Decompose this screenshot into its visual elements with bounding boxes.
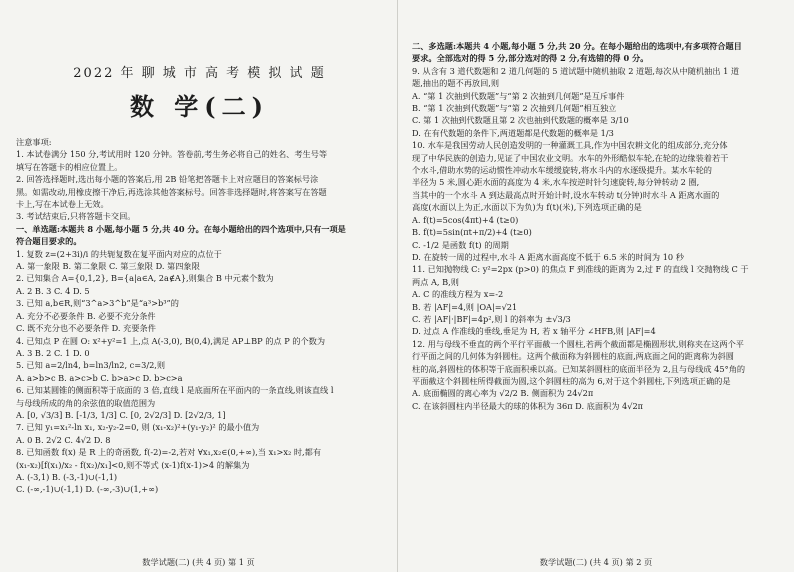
left-text-line: 一、单选题:本题共 8 小题,每小题 5 分,共 40 分。在每小题给出的四个选项中,只有一项是 [16,223,346,234]
right-text-line: C. 若 |AF|·|BF|=4p²,则 l 的斜率为 ±√3/3 [412,313,571,324]
right-text-line: 个水斗,借助水势的运动惯性冲动水车缓缓旋转,将水斗内的水逐级提升。某水车轮的 [412,165,712,176]
left-text-line: A. 3 B. 2 C. 1 D. 0 [16,347,90,358]
right-text-line: A. 底面椭圆的离心率为 √2/2 B. 侧面积为 24√2π [412,388,594,399]
right-text-line: 行平面之间的几何体为斜圆柱。这两个截面称为斜圆柱的底面,两底面之间的距离称为斜圆 [412,351,734,362]
left-text-line: 卡上,写在本试卷上无效。 [16,199,109,210]
left-text-line: 6. 已知某圆锥的侧面积等于底面的 3 倍,直线 l 是底面所在平面内的一条直线,则该直线 l [16,385,334,396]
left-text-line: 8. 已知函数 f(x) 是 R 上的奇函数, f(-2)=-2,若对 ∀x₁,x₂∈(0,+∞),当 x₁>x₂ 时,都有 [16,447,322,458]
left-text-line: 符合题目要求的。 [16,236,82,247]
left-text-line: 3. 已知 a,b∈R,则“3^a>3^b”是“a³>b³”的 [16,298,179,309]
left-text-line: 2. 已知集合 A={0,1,2}, B={a|a∈A, 2a∉A},则集合 B 中元素个数为 [16,273,274,284]
right-text-line: 二、多选题:本题共 4 小题,每小题 5 分,共 20 分。在每小题给出的选项中,有多项符合题目 [412,41,742,51]
right-text-line: 现了中华民族的创造力,见证了中国农业文明。水车的外形酷似车轮,在轮的边缘装着若干 [412,152,729,163]
left-text-line: 填写在答题卡的相应位置上。 [16,161,123,172]
exam-title: 2022 年 聊 城 市 高 考 模 拟 试 题 [73,66,326,81]
page-1-body [16,136,383,496]
right-text-line: 12. 用与母线不垂直的两个平行平面截一个圆柱,若两个截面都是椭圆形状,则称夹在这两个平 [412,338,744,349]
left-text-line: A. 0 B. 2√2 C. 4√2 D. 8 [16,434,111,445]
right-text-line: C. 第 1 次抽到代数题且第 2 次也抽到代数题的概率是 3/10 [412,115,629,126]
right-text-line: B. 若 |AF|=4,则 |OA|=√21 [412,301,518,312]
left-text-line: A. a>b>c B. a>c>b C. b>a>c D. b>c>a [16,372,183,383]
left-text-line: 1. 本试卷满分 150 分,考试用时 120 分钟。答卷前,考生务必将自己的姓名、考生号等 [16,149,328,160]
right-text-line: D. 过点 A 作准线的垂线,垂足为 H, 若 x 轴平分 ∠HFB,则 |AF|=4 [412,326,656,337]
right-text-line: B. f(t)=5sin(πt+π/2)+4 (t≥0) [412,227,532,238]
left-text-line: C. (-∞,-1)∪(-1,1) D. (-∞,-3)∪(1,+∞) [16,484,159,495]
right-text-line: A. “第 1 次抽到代数题”与“第 2 次抽到几何题”是互斥事件 [412,90,625,101]
exam-page-2 [397,0,794,572]
left-text-line: 与母线所成的角的余弦值的取值范围为 [16,397,156,408]
right-text-line: 柱的高,斜圆柱的体积等于底面积乘以高。已知某斜圆柱的底面半径为 2,且与母线成 45°角的 [412,363,746,374]
left-text-line: 2. 回答选择题时,选出每小题的答案后,用 2B 铅笔把答题卡上对应题目的答案标号涂 [16,174,319,185]
left-text-line: A. 充分不必要条件 B. 必要不充分条件 [16,310,156,321]
left-text-line: C. 既不充分也不必要条件 D. 充要条件 [16,323,156,334]
right-text-line: B. “第 1 次抽到代数题”与“第 2 次抽到几何题”相互独立 [412,103,617,114]
right-text-line: 当其中的一个水斗 A 到达最高点时开始计时,设水车转动 t(分钟)时水斗 A 距离水面的 [412,189,720,200]
left-text-line: 7. 已知 y₁=x₁²-ln x₁, x₂-y₂-2=0, 则 (x₁-x₂)²+(y₁-y₂)² 的最小值为 [16,422,260,433]
right-text-line: D. 在旋转一周的过程中,水斗 A 距离水面高度不低于 6.5 米的时间为 10 秒 [412,251,684,262]
right-text-line: 半径为 5 米,圆心距水面的高度为 4 米,水车按逆时针匀速旋转,每分钟转动 2 圈, [412,177,700,188]
right-text-line: C. -1/2 是函数 f(t) 的周期 [412,239,509,250]
right-text-line: D. 在有代数题的条件下,两道题都是代数题的概率是 1/3 [412,127,614,138]
page-2-body [412,40,780,412]
left-text-line: A. 第一象限 B. 第二象限 C. 第三象限 D. 第四象限 [16,261,200,272]
right-text-line: 题,抽出的题不再放回,则 [412,78,500,89]
left-text-line: A. [0, √3/3] B. [-1/3, 1/3] C. [0, 2√2/3] D. [2√2/3, 1] [16,409,226,420]
right-text-line: 高度(水面以上为正,水面以下为负)为 f(t)(米),下列选项正确的是 [412,202,642,213]
right-text-line: 10. 水车是我国劳动人民创造发明的一种灌溉工具,作为中国农耕文化的组成部分,充分体 [412,140,728,151]
left-text-line: 4. 已知点 P 在圆 O: x²+y²=1 上,点 A(-3,0), B(0,4),满足 AP⊥BP 的点 P 的个数为 [16,335,326,346]
right-text-line: C. 在该斜圆柱内半径最大的球的体积为 36π D. 底面积为 4√2π [412,400,644,411]
page-2-footer: 数学试题(二) (共 4 页) 第 2 页 [539,557,653,567]
right-text-line: 11. 已知抛物线 C: y²=2px (p>0) 的焦点 F 到准线的距离为 2,过 F 的直线 l 交抛物线 C 于 [412,264,749,275]
subject-heading: 数 学(二) [129,92,270,121]
page-1-footer: 数学试题(二) (共 4 页) 第 1 页 [142,557,255,567]
right-text-line: A. f(t)=5cos(4πt)+4 (t≥0) [412,214,519,225]
right-text-line: A. C 的准线方程为 x=-2 [412,289,504,300]
left-text-line: 3. 考试结束后,只将答题卡交回。 [16,211,136,222]
left-text-line: A. (-3,1) B. (-3,-1)∪(-1,1) [16,471,118,482]
left-text-line: A. 2 B. 3 C. 4 D. 5 [16,285,90,296]
right-text-line: 要求。全部选对的得 5 分,部分选对的得 2 分,有选错的得 0 分。 [412,53,649,64]
left-text-line: 黑。如需改动,用橡皮擦干净后,再选涂其他答案标号。回答非选择题时,将答案写在答题 [16,186,327,197]
left-text-line: (x₁-x₂)[f(x₁)/x₂ - f(x₂)/x₁]<0,则不等式 (x-1)f(x-1)>4 的解集为 [16,459,250,470]
right-text-line: 两点 A, B,则 [412,276,459,287]
left-text-line: 注意事项: [16,137,52,147]
left-text-line: 1. 复数 z=(2+3i)/i 的共轭复数在复平面内对应的点位于 [16,248,222,259]
right-text-line: 平面截这个斜圆柱所得截面为圆,这个斜圆柱的高为 6,对于这个斜圆柱,下列选项正确的是 [412,375,731,386]
left-text-line: 5. 已知 a=2/ln4, b=ln3/ln2, c=3/2,则 [16,360,166,371]
right-text-line: 9. 从含有 3 道代数题和 2 道几何题的 5 道试题中随机抽取 2 道题,每次从中随机抽出 1 道 [412,65,740,76]
